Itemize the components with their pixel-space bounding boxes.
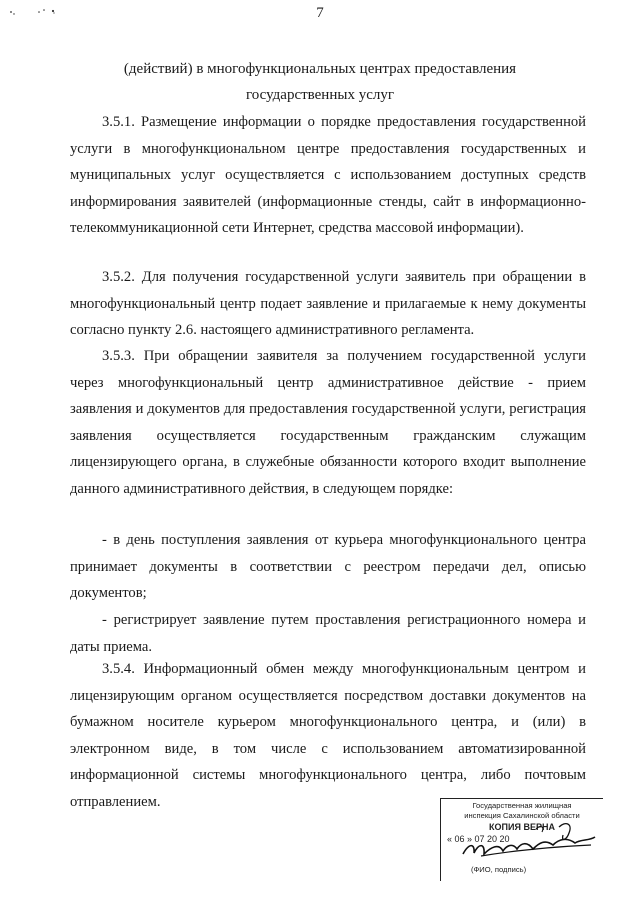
section-title-line1: (действий) в многофункциональных центрах предоставления [123, 61, 517, 77]
stamp-org-line1: Государственная жилищная [472, 801, 572, 810]
paragraph-3-5-3: 3.5.3. При обращении заявителя за получением государственной услуги через многофункциональный центр административное действие - прием заявления и документов для предоставления государственной услуги, регистрация заявления осуществляется государственным гражданским служащим лицензирующего органа, в служебные обязанности которого входит выполнение данного административного действия, в следующем порядке: [70, 348, 586, 497]
paragraph-3-5-1: 3.5.1. Размещение информации о порядке предоставления государственной услуги в многофункциональном центре предоставления государственных и муниципальных услуг осуществляется с использованием доступных средств информирования заявителей (информационные стенды, сайт в информационно-телекоммуникационной сети Интернет, средства массовой информации). [70, 114, 586, 237]
stamp-title: КОПИЯ ВЕРНА [489, 822, 555, 832]
stamp-org-line2: инспекция Сахалинской области [464, 811, 580, 820]
certification-stamp [440, 798, 603, 881]
paragraph-3-5-4: 3.5.4. Информационный обмен между многофункциональным центром и лицензирующим органом осуществляется посредством доставки документов на бумажном носителе курьером многофункционального центра, и (или) в электронном виде, в том числе с использованием автоматизированной информационной системы многофункционального центра, либо почтовым отправлением. [70, 661, 586, 810]
section-title-line2: государственных услуг [245, 87, 394, 103]
page-number: 7 [316, 5, 324, 21]
stamp-date: « 06 » 07 20 20 [447, 834, 510, 844]
stamp-fio-label: (ФИО, подпись) [471, 865, 527, 874]
list-item-register-application: - регистрирует заявление путем проставления регистрационного номера и даты приема. [70, 612, 586, 655]
paragraph-3-5-2: 3.5.2. Для получения государственной услуги заявитель при обращении в многофункциональный центр подает заявление и прилагаемые к нему документы согласно пункту 2.6. настоящего административного регламента. [70, 269, 586, 339]
list-item-receive-documents: - в день поступления заявления от курьера многофункционального центра принимает документы в соответствии с реестром передачи дел, описью документов; [70, 532, 586, 602]
